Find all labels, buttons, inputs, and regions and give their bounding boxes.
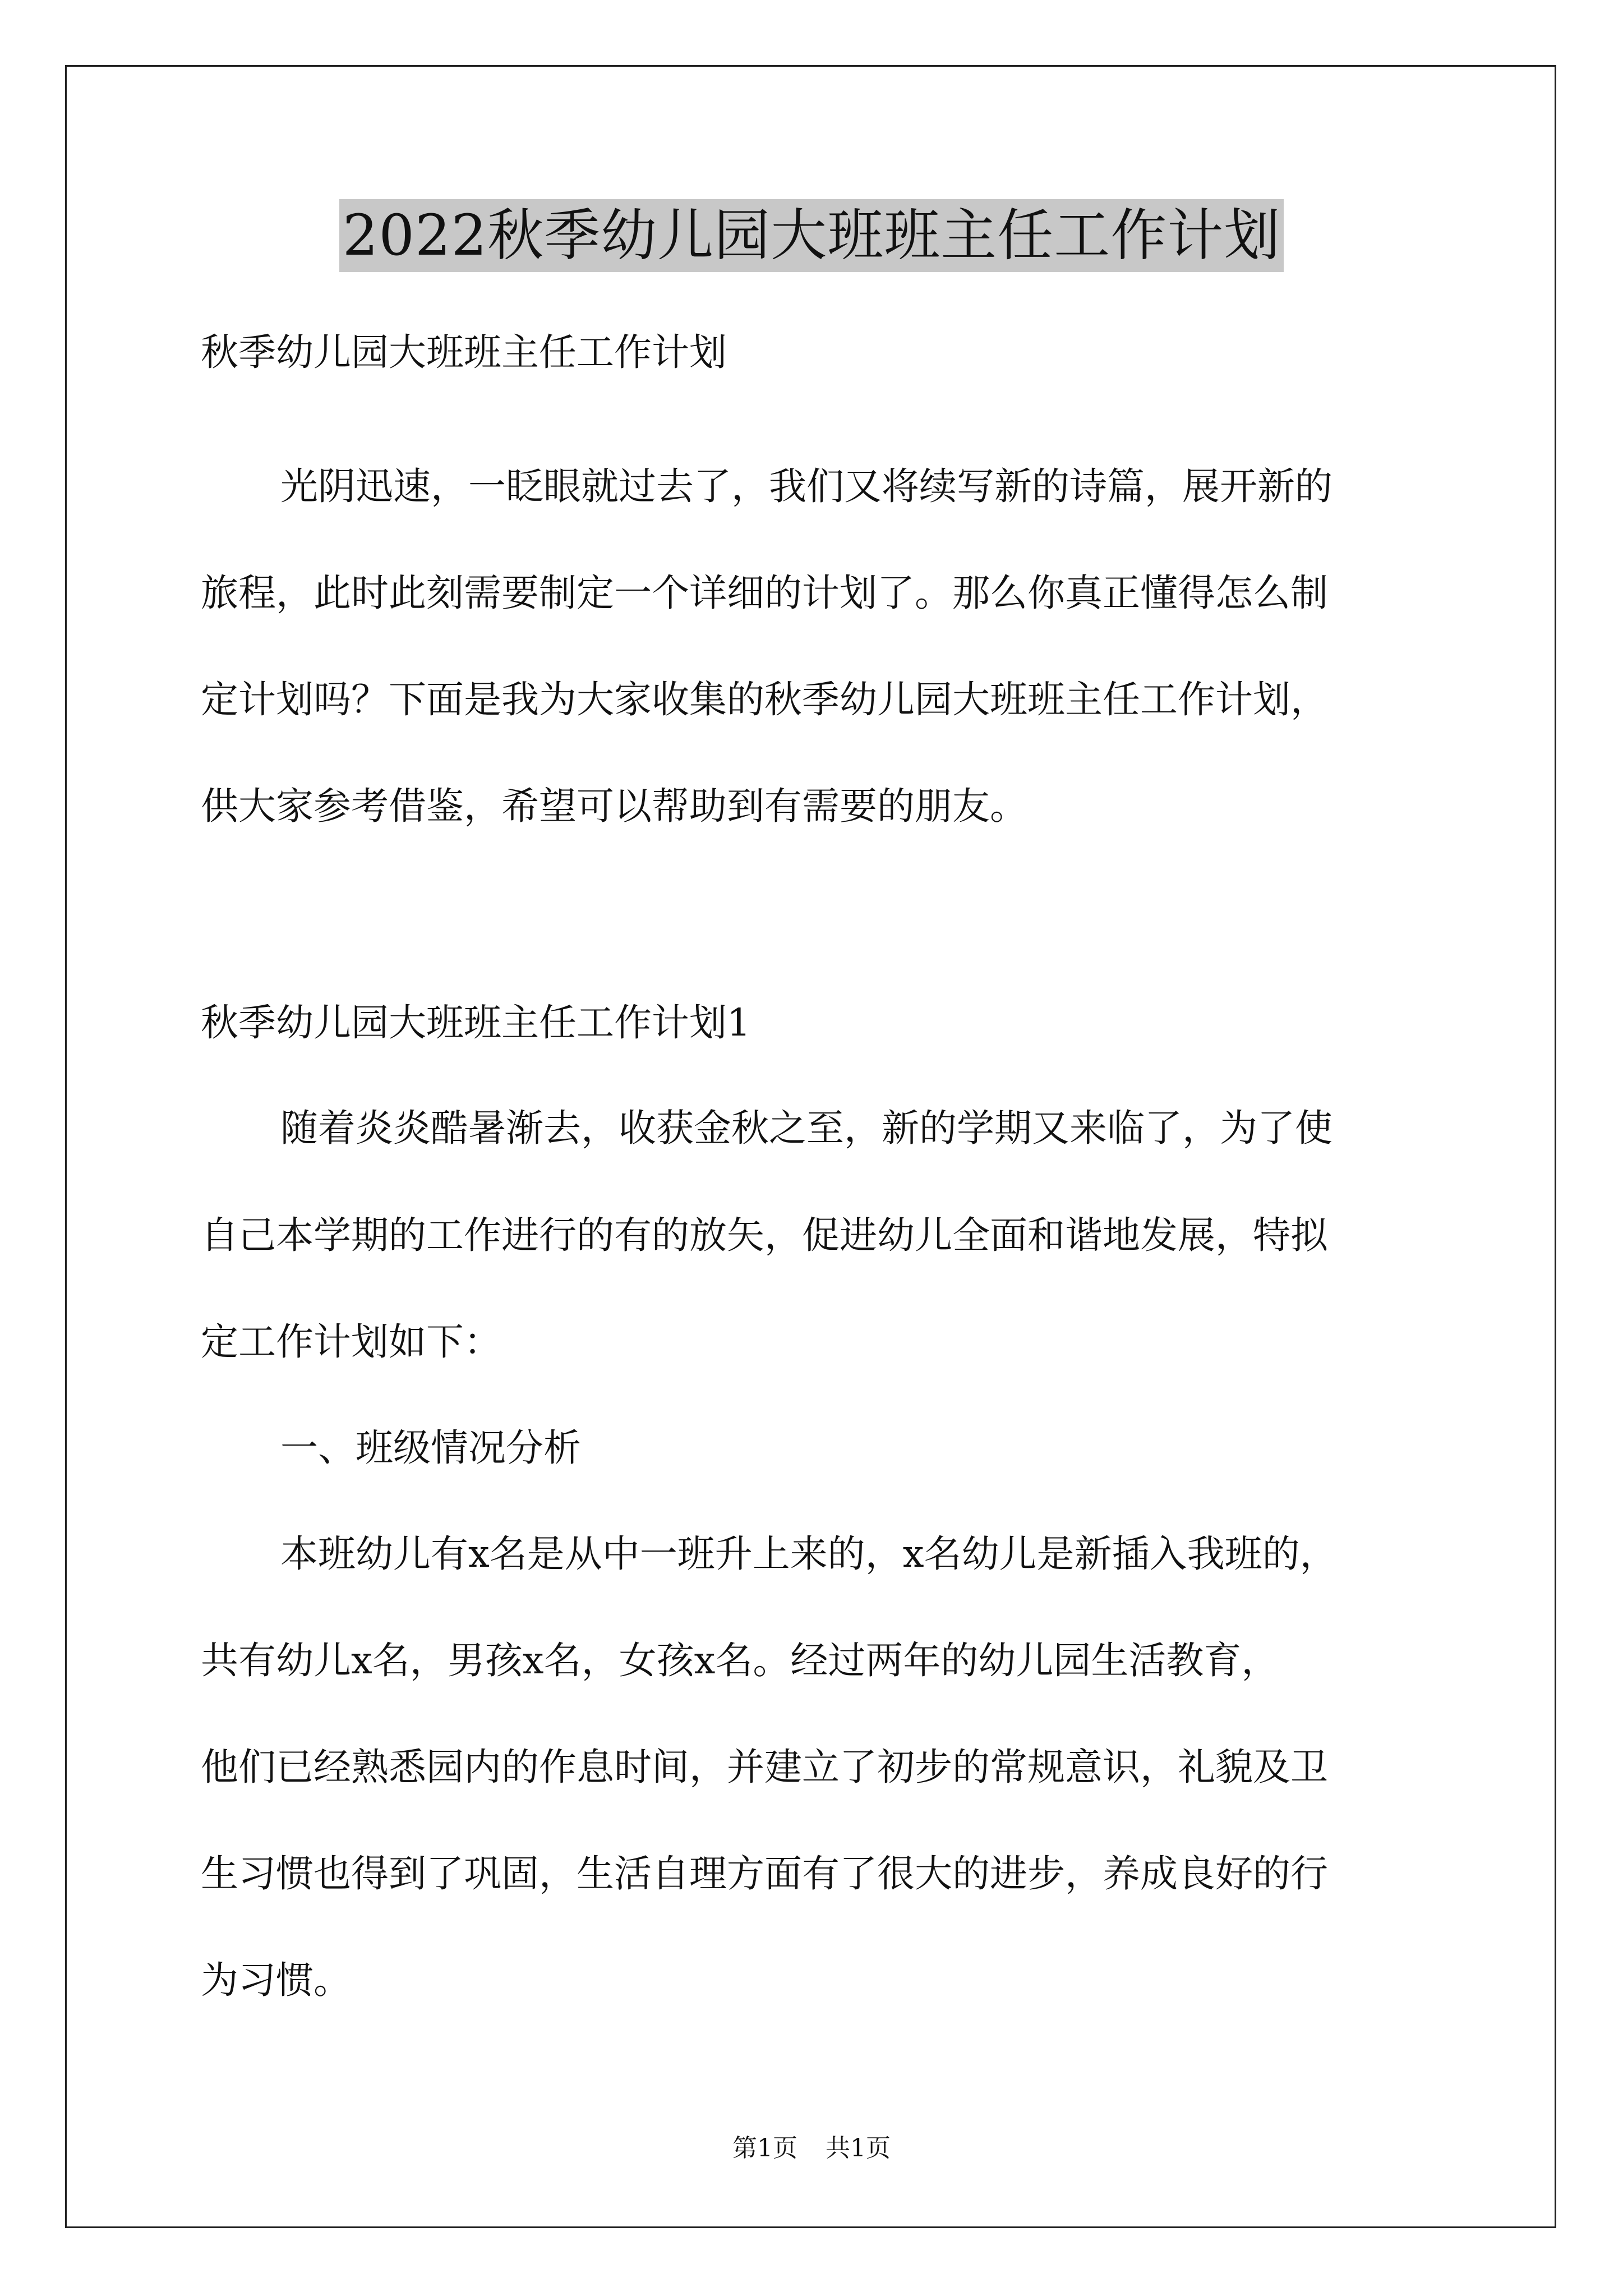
paragraph-line: 生习惯也得到了巩固，生活自理方面有了很大的进步，养成良好的行 [201, 1852, 1328, 1895]
paragraph-line: 定计划吗？下面是我为大家收集的秋季幼儿园大班班主任工作计划， [201, 678, 1328, 721]
paragraph-line: 为习惯。 [201, 1958, 351, 2002]
paragraph-line: 随着炎炎酷暑渐去，收获金秋之至，新的学期又来临了，为了使 [280, 1106, 1332, 1150]
subsection-heading: 一、班级情况分析 [280, 1426, 581, 1470]
document-title: 2022秋季幼儿园大班班主任工作计划 [339, 199, 1284, 272]
paragraph-line: 本班幼儿有x名是从中一班升上来的，x名幼儿是新插入我班的， [280, 1532, 1338, 1576]
paragraph-line: 他们已经熟悉园内的作息时间，并建立了初步的常规意识，礼貌及卫 [201, 1745, 1328, 1789]
page-total: 共1页 [826, 2134, 891, 2162]
paragraph-line: 自己本学期的工作进行的有的放矢，促进幼儿全面和谐地发展，特拟 [201, 1213, 1328, 1257]
paragraph-line: 供大家参考借鉴，希望可以帮助到有需要的朋友。 [201, 784, 1027, 828]
paragraph-line: 旅程，此时此刻需要制定一个详细的计划了。那么你真正懂得怎么制 [201, 571, 1328, 615]
paragraph-line: 共有幼儿x名，男孩x名，女孩x名。经过两年的幼儿园生活教育， [201, 1639, 1279, 1682]
page-number: 第1页 [732, 2134, 797, 2162]
section-heading: 秋季幼儿园大班班主任工作计划 [201, 330, 727, 374]
paragraph-line: 光阴迅速，一眨眼就过去了，我们又将续写新的诗篇，展开新的 [280, 464, 1332, 508]
page-footer [0, 2132, 1623, 2165]
paragraph-line: 定工作计划如下： [201, 1320, 501, 1364]
title-container [0, 199, 1623, 272]
section-heading: 秋季幼儿园大班班主任工作计划1 [201, 1001, 751, 1045]
